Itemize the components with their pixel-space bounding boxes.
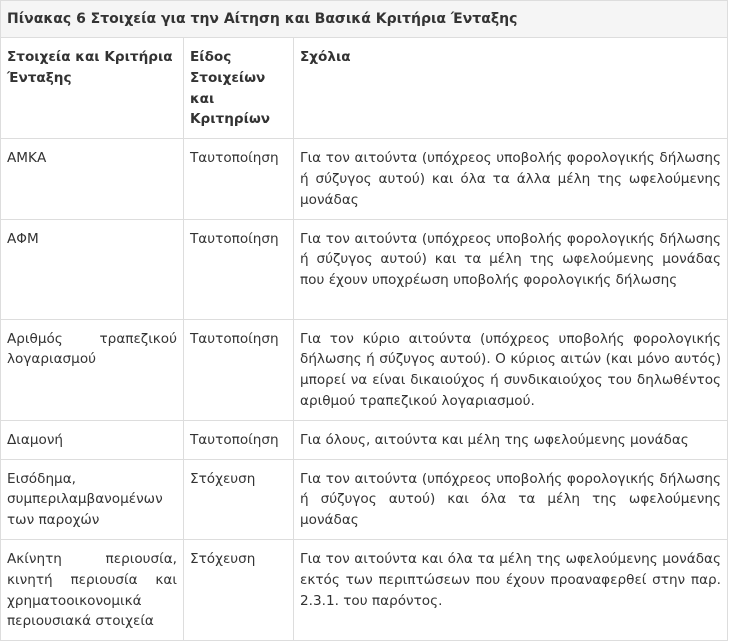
comment-cell: Για όλους, αιτούντα και μέλη της ωφελούμενης μονάδας bbox=[294, 420, 728, 459]
comment-cell: Για τον κύριο αιτούντα (υπόχρεος υποβολής φορολογικής δήλωσης ή σύζυγος αυτού). Ο κύριος αιτών (και μόνο αυτός) μπορεί να είναι δικαιούχος ή συνδικαιούχος του δηλωθέντος αριθμού τραπεζικού λογαριασμού. bbox=[294, 319, 728, 420]
header-row bbox=[1, 38, 728, 139]
table-row bbox=[1, 539, 728, 640]
comment-cell: Για τον αιτούντα (υπόχρεος υποβολής φορολογικής δήλωσης ή σύζυγος αυτού) και τα μέλη της ωφελούμενης μονάδας που έχουν υποχρέωση υποβολής φορολογικής δήλωσης bbox=[294, 219, 728, 319]
type-cell: Ταυτοποίηση bbox=[184, 319, 294, 420]
comment-cell: Για τον αιτούντα (υπόχρεος υποβολής φορολογικής δήλωσης ή σύζυγος αυτού) και όλα τα μέλη της ωφελούμενης μονάδας bbox=[294, 459, 728, 539]
header-comments: Σχόλια bbox=[294, 38, 728, 139]
criterion-cell: Αριθμός τραπεζικού λογαριασμού bbox=[1, 319, 184, 420]
type-cell: Ταυτοποίηση bbox=[184, 420, 294, 459]
caption-row bbox=[1, 1, 728, 38]
criterion-cell: ΑΜΚΑ bbox=[1, 139, 184, 219]
table-row bbox=[1, 319, 728, 420]
type-cell: Στόχευση bbox=[184, 459, 294, 539]
type-cell: Ταυτοποίηση bbox=[184, 139, 294, 219]
comment-cell: Για τον αιτούντα (υπόχρεος υποβολής φορολογικής δήλωσης ή σύζυγος αυτού) και όλα τα άλλα μέλη της ωφελούμενης μονάδας bbox=[294, 139, 728, 219]
criterion-cell: Διαμονή bbox=[1, 420, 184, 459]
header-criteria: Στοιχεία και Κριτήρια Ένταξης bbox=[1, 38, 184, 139]
table-row bbox=[1, 420, 728, 459]
header-type: Είδος Στοιχείων και Κριτηρίων bbox=[184, 38, 294, 139]
type-cell: Ταυτοποίηση bbox=[184, 219, 294, 319]
comment-cell: Για τον αιτούντα και όλα τα μέλη της ωφελούμενης μονάδας εκτός των περιπτώσεων που έχουν προαναφερθεί στην παρ. 2.3.1. του παρόντος. bbox=[294, 539, 728, 640]
table-row bbox=[1, 459, 728, 539]
type-cell: Στόχευση bbox=[184, 539, 294, 640]
criterion-cell: ΑΦΜ bbox=[1, 219, 184, 319]
criterion-cell: Εισόδημα, συμπεριλαμβανομένων των παροχών bbox=[1, 459, 184, 539]
table-row bbox=[1, 219, 728, 319]
criterion-cell: Ακίνητη περιουσία, κινητή περιουσία και χρηματοοικονομικά περιουσιακά στοιχεία bbox=[1, 539, 184, 640]
table-row bbox=[1, 139, 728, 219]
table-caption: Πίνακας 6 Στοιχεία για την Αίτηση και Βασικά Κριτήρια Ένταξης bbox=[1, 1, 728, 38]
